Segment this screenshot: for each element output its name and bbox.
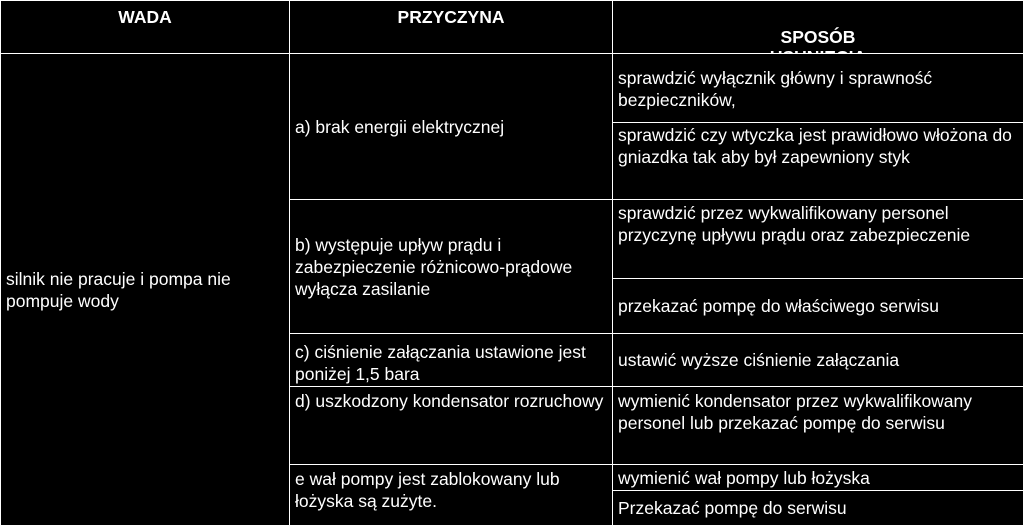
header-wada xyxy=(0,0,290,54)
remedy-5-text: ustawić wyższe ciśnienie załączania xyxy=(618,350,900,370)
fault-text: silnik nie pracuje i pompa nie pompuje wody xyxy=(6,268,231,311)
header-sposob-label: SPOSÓB xyxy=(780,27,856,47)
remedy-1-text: sprawdzić wyłącznik główny i sprawność bezpieczników, xyxy=(618,68,933,110)
remedy-2 xyxy=(612,122,1024,200)
remedy-8 xyxy=(612,490,1024,526)
cause-d-text: d) uszkodzony kondensator rozruchowy xyxy=(295,391,604,411)
remedy-6 xyxy=(612,386,1024,465)
header-przyczyna xyxy=(289,0,613,54)
remedy-2-text: sprawdzić czy wtyczka jest prawidłowo włożona do gniazdka tak aby był zapewniony styk xyxy=(618,125,1012,167)
header-przyczyna-label: PRZYCZYNA xyxy=(397,7,505,27)
cause-c-text: c) ciśnienie załączania ustawione jest poniżej 1,5 bara xyxy=(295,342,586,384)
cause-e xyxy=(289,464,613,526)
cause-a-text: a) brak energii elektrycznej xyxy=(295,116,505,137)
cause-b-text: b) występuje upływ prądu i zabezpieczenie różnicowo-prądowe wyłącza zasilanie xyxy=(295,234,573,299)
remedy-7-text: wymienić wał pompy lub łożyska xyxy=(618,467,870,488)
remedy-3 xyxy=(612,199,1024,279)
cause-c xyxy=(289,333,613,387)
remedy-8-text: Przekazać pompę do serwisu xyxy=(618,498,847,518)
fault-cell xyxy=(0,53,290,526)
remedy-6-text: wymienić kondensator przez wykwalifikowany personel lub przekazać pompę do serwisu xyxy=(618,391,973,433)
cause-e-text: e wał pompy jest zablokowany lub łożyska są zużyte. xyxy=(295,469,560,511)
remedy-1 xyxy=(612,53,1024,123)
remedy-4-text: przekazać pompę do właściwego serwisu xyxy=(618,296,939,316)
cause-a xyxy=(289,53,613,200)
remedy-3-text: sprawdzić przez wykwalifikowany personel przyczynę upływu prądu oraz zabezpieczenie xyxy=(618,203,971,245)
header-sposob xyxy=(612,0,1024,54)
header-wada-label: WADA xyxy=(118,7,172,27)
remedy-4 xyxy=(612,278,1024,334)
remedy-7 xyxy=(612,464,1024,491)
cause-b xyxy=(289,199,613,334)
cause-d xyxy=(289,386,613,465)
remedy-5 xyxy=(612,333,1024,387)
